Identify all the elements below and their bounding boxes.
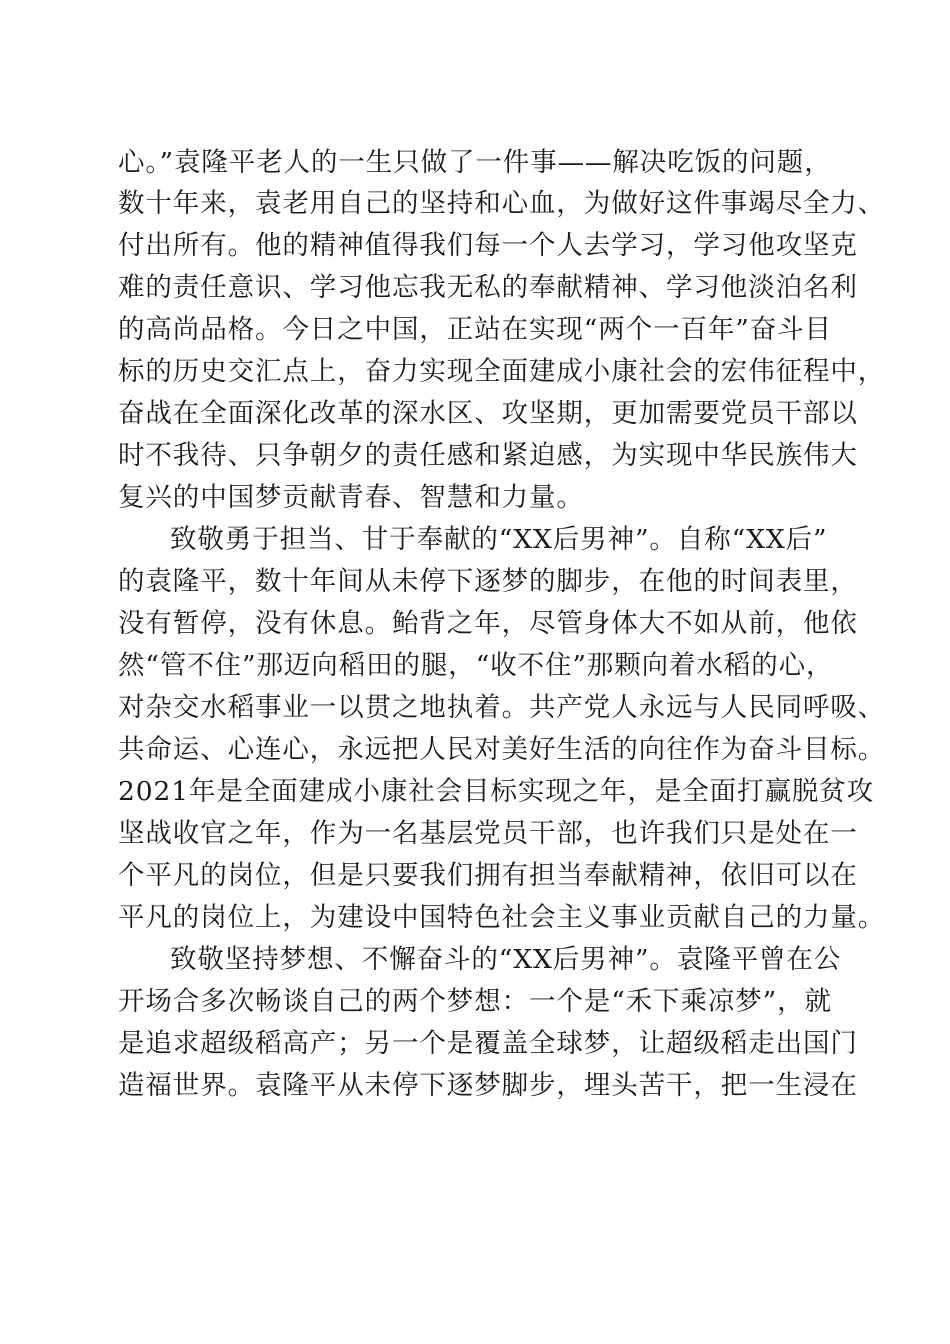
text-line: 开场合多次畅谈自己的两个梦想：一个是“禾下乘凉梦”，就	[118, 986, 832, 1017]
text-line: 坚战收官之年，作为一名基层党员干部，也许我们只是处在一	[118, 818, 858, 849]
text-line: 数十年来，袁老用自己的坚持和心血，为做好这件事竭尽全力、	[118, 188, 886, 219]
text-line: 标的历史交汇点上，奋力实现全面建成小康社会的宏伟征程中，	[118, 356, 886, 387]
text-line: 是追求超级稻高产；另一个是覆盖全球梦，让超级稻走出国门	[118, 1028, 858, 1059]
text-line: 造福世界。袁隆平从未停下逐梦脚步，埋头苦干，把一生浸在	[118, 1070, 858, 1101]
text-line: 共命运、心连心，永远把人民对美好生活的向往作为奋斗目标。	[118, 734, 886, 765]
paragraph-first-line: 致敬坚持梦想、不懈奋斗的“XX后男神”。袁隆平曾在公	[170, 944, 842, 975]
text-line: 没有暂停，没有休息。鲐背之年，尽管身体大不如从前，他依	[118, 608, 858, 639]
text-line: 复兴的中国梦贡献青春、智慧和力量。	[118, 482, 584, 513]
text-line: 对杂交水稻事业一以贯之地执着。共产党人永远与人民同呼吸、	[118, 692, 886, 723]
text-line: 时不我待、只争朝夕的责任感和紧迫感，为实现中华民族伟大	[118, 440, 858, 471]
text-line: 的袁隆平，数十年间从未停下逐梦的脚步，在他的时间表里，	[118, 566, 858, 597]
text-line: 心。”袁隆平老人的一生只做了一件事——解决吃饭的问题，	[118, 147, 832, 178]
text-line: 难的责任意识、学习他忘我无私的奉献精神、学习他淡泊名利	[118, 272, 858, 303]
text-line: 2021年是全面建成小康社会目标实现之年，是全面打赢脱贫攻	[118, 776, 875, 807]
text-line: 个平凡的岗位，但是只要我们拥有担当奉献精神，依旧可以在	[118, 860, 858, 891]
paragraph-first-line: 致敬勇于担当、甘于奉献的“XX后男神”。自称“XX后”	[170, 524, 828, 555]
text-line: 然“管不住”那迈向稻田的腿，“收不住”那颗向着水稻的心，	[118, 650, 834, 681]
text-line: 的高尚品格。今日之中国，正站在实现“两个一百年”奋斗目	[118, 314, 832, 345]
text-line: 奋战在全面深化改革的深水区、攻坚期，更加需要党员干部以	[118, 398, 858, 429]
text-line: 付出所有。他的精神值得我们每一个人去学习，学习他攻坚克	[118, 230, 858, 261]
text-line: 平凡的岗位上，为建设中国特色社会主义事业贡献自己的力量。	[118, 902, 886, 933]
